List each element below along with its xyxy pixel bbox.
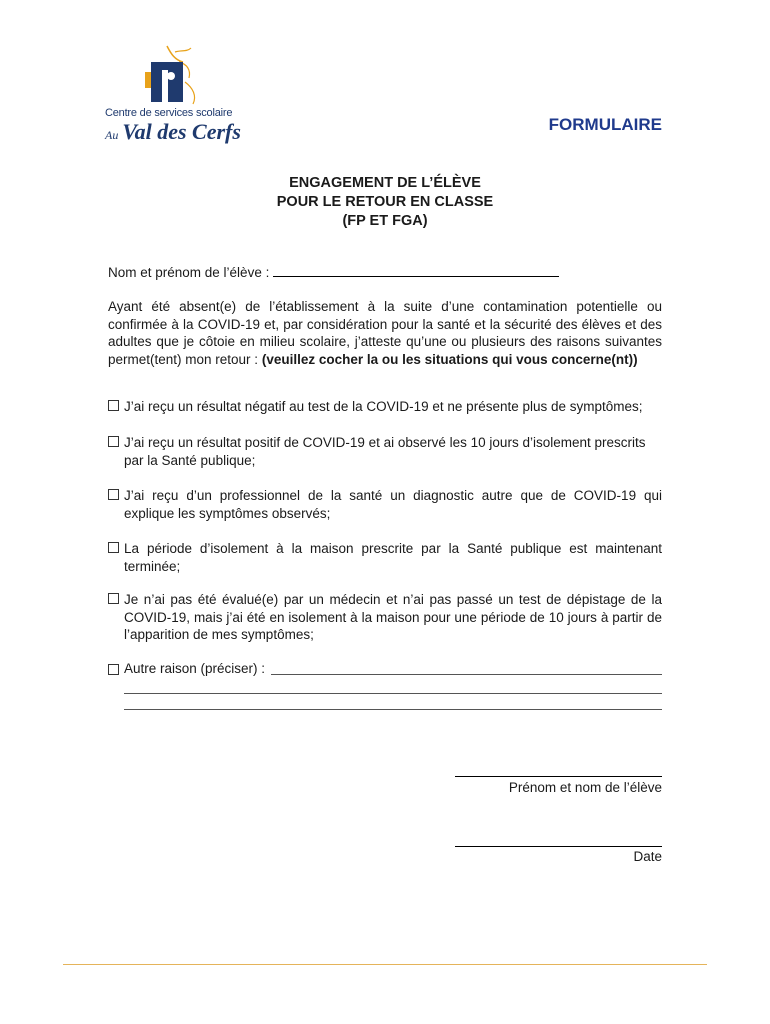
option-text: Je n’ai pas été évalué(e) par un médecin et n’ai pas passé un test de dépistage de la COVID-19, mais j’ai été en isolement à la maison pour une période de 10 jours à partir de l’apparition de mes symptômes; <box>124 592 662 642</box>
checkbox-positive-test[interactable] <box>108 436 119 447</box>
document-title <box>0 174 770 231</box>
logo-au-text: Au <box>105 128 119 142</box>
checkbox-negative-test[interactable] <box>108 400 119 411</box>
other-reason-field-3[interactable] <box>124 694 662 710</box>
option-text: J’ai reçu un résultat négatif au test de la COVID-19 et ne présente plus de symptômes; <box>124 399 643 414</box>
intro-text: Ayant été absent(e) de l’établissement à la suite d’une contamination potentielle ou confirmée à la COVID-19 et, par considération pour la santé et la sécurité des élèves et des adultes que je côtoie en milieu scolaire, j’atteste qu’une ou plusieurs des raisons suivantes permet(tent) mon retour : <box>108 299 662 367</box>
other-reason-field-2[interactable] <box>124 678 662 694</box>
option-isolation-done <box>108 540 662 575</box>
other-reason-label: Autre raison (préciser) : <box>124 661 266 676</box>
checkbox-isolation-done[interactable] <box>108 542 119 553</box>
student-signature-line[interactable] <box>455 776 662 777</box>
checkbox-no-evaluation[interactable] <box>108 593 119 604</box>
date-label: Date <box>633 849 662 864</box>
student-signature-label: Prénom et nom de l’élève <box>508 780 662 795</box>
option-other-reason <box>108 660 662 710</box>
student-name-label: Nom et prénom de l’élève : <box>108 265 270 280</box>
date-line[interactable] <box>455 846 662 847</box>
footer-divider <box>63 964 707 965</box>
title-line-1: ENGAGEMENT DE L’ÉLÈVE <box>289 175 481 191</box>
intro-paragraph <box>108 298 662 368</box>
student-name-row <box>108 264 559 280</box>
intro-instruction: (veuillez cocher la ou les situations qui vous concerne(nt)) <box>261 351 638 367</box>
other-reason-field-1[interactable] <box>271 662 662 675</box>
checkbox-other-diagnosis[interactable] <box>108 489 119 500</box>
option-other-diagnosis <box>108 487 662 522</box>
title-line-2: POUR LE RETOUR EN CLASSE <box>276 194 494 210</box>
option-negative-test <box>108 398 662 416</box>
logo-name <box>105 119 241 145</box>
student-name-field[interactable] <box>273 264 559 277</box>
option-no-evaluation <box>108 591 662 644</box>
logo-name-text: Val des Cerfs <box>122 119 241 144</box>
option-text: J’ai reçu un résultat positif de COVID-19 et ai observé les 10 jours d’isolement prescrits par la Santé publique; <box>124 435 646 468</box>
checkbox-other-reason[interactable] <box>108 664 119 675</box>
option-text: J’ai reçu d’un professionnel de la santé un diagnostic autre que de COVID-19 qui explique les symptômes observés; <box>124 488 662 521</box>
option-positive-test <box>108 434 662 469</box>
form-label: FORMULAIRE <box>548 115 662 134</box>
logo-org-text: Centre de services scolaire <box>105 107 233 119</box>
option-text: La période d’isolement à la maison prescrite par la Santé publique est maintenant terminée; <box>124 541 662 574</box>
title-line-3: (FP ET FGA) <box>342 213 428 229</box>
